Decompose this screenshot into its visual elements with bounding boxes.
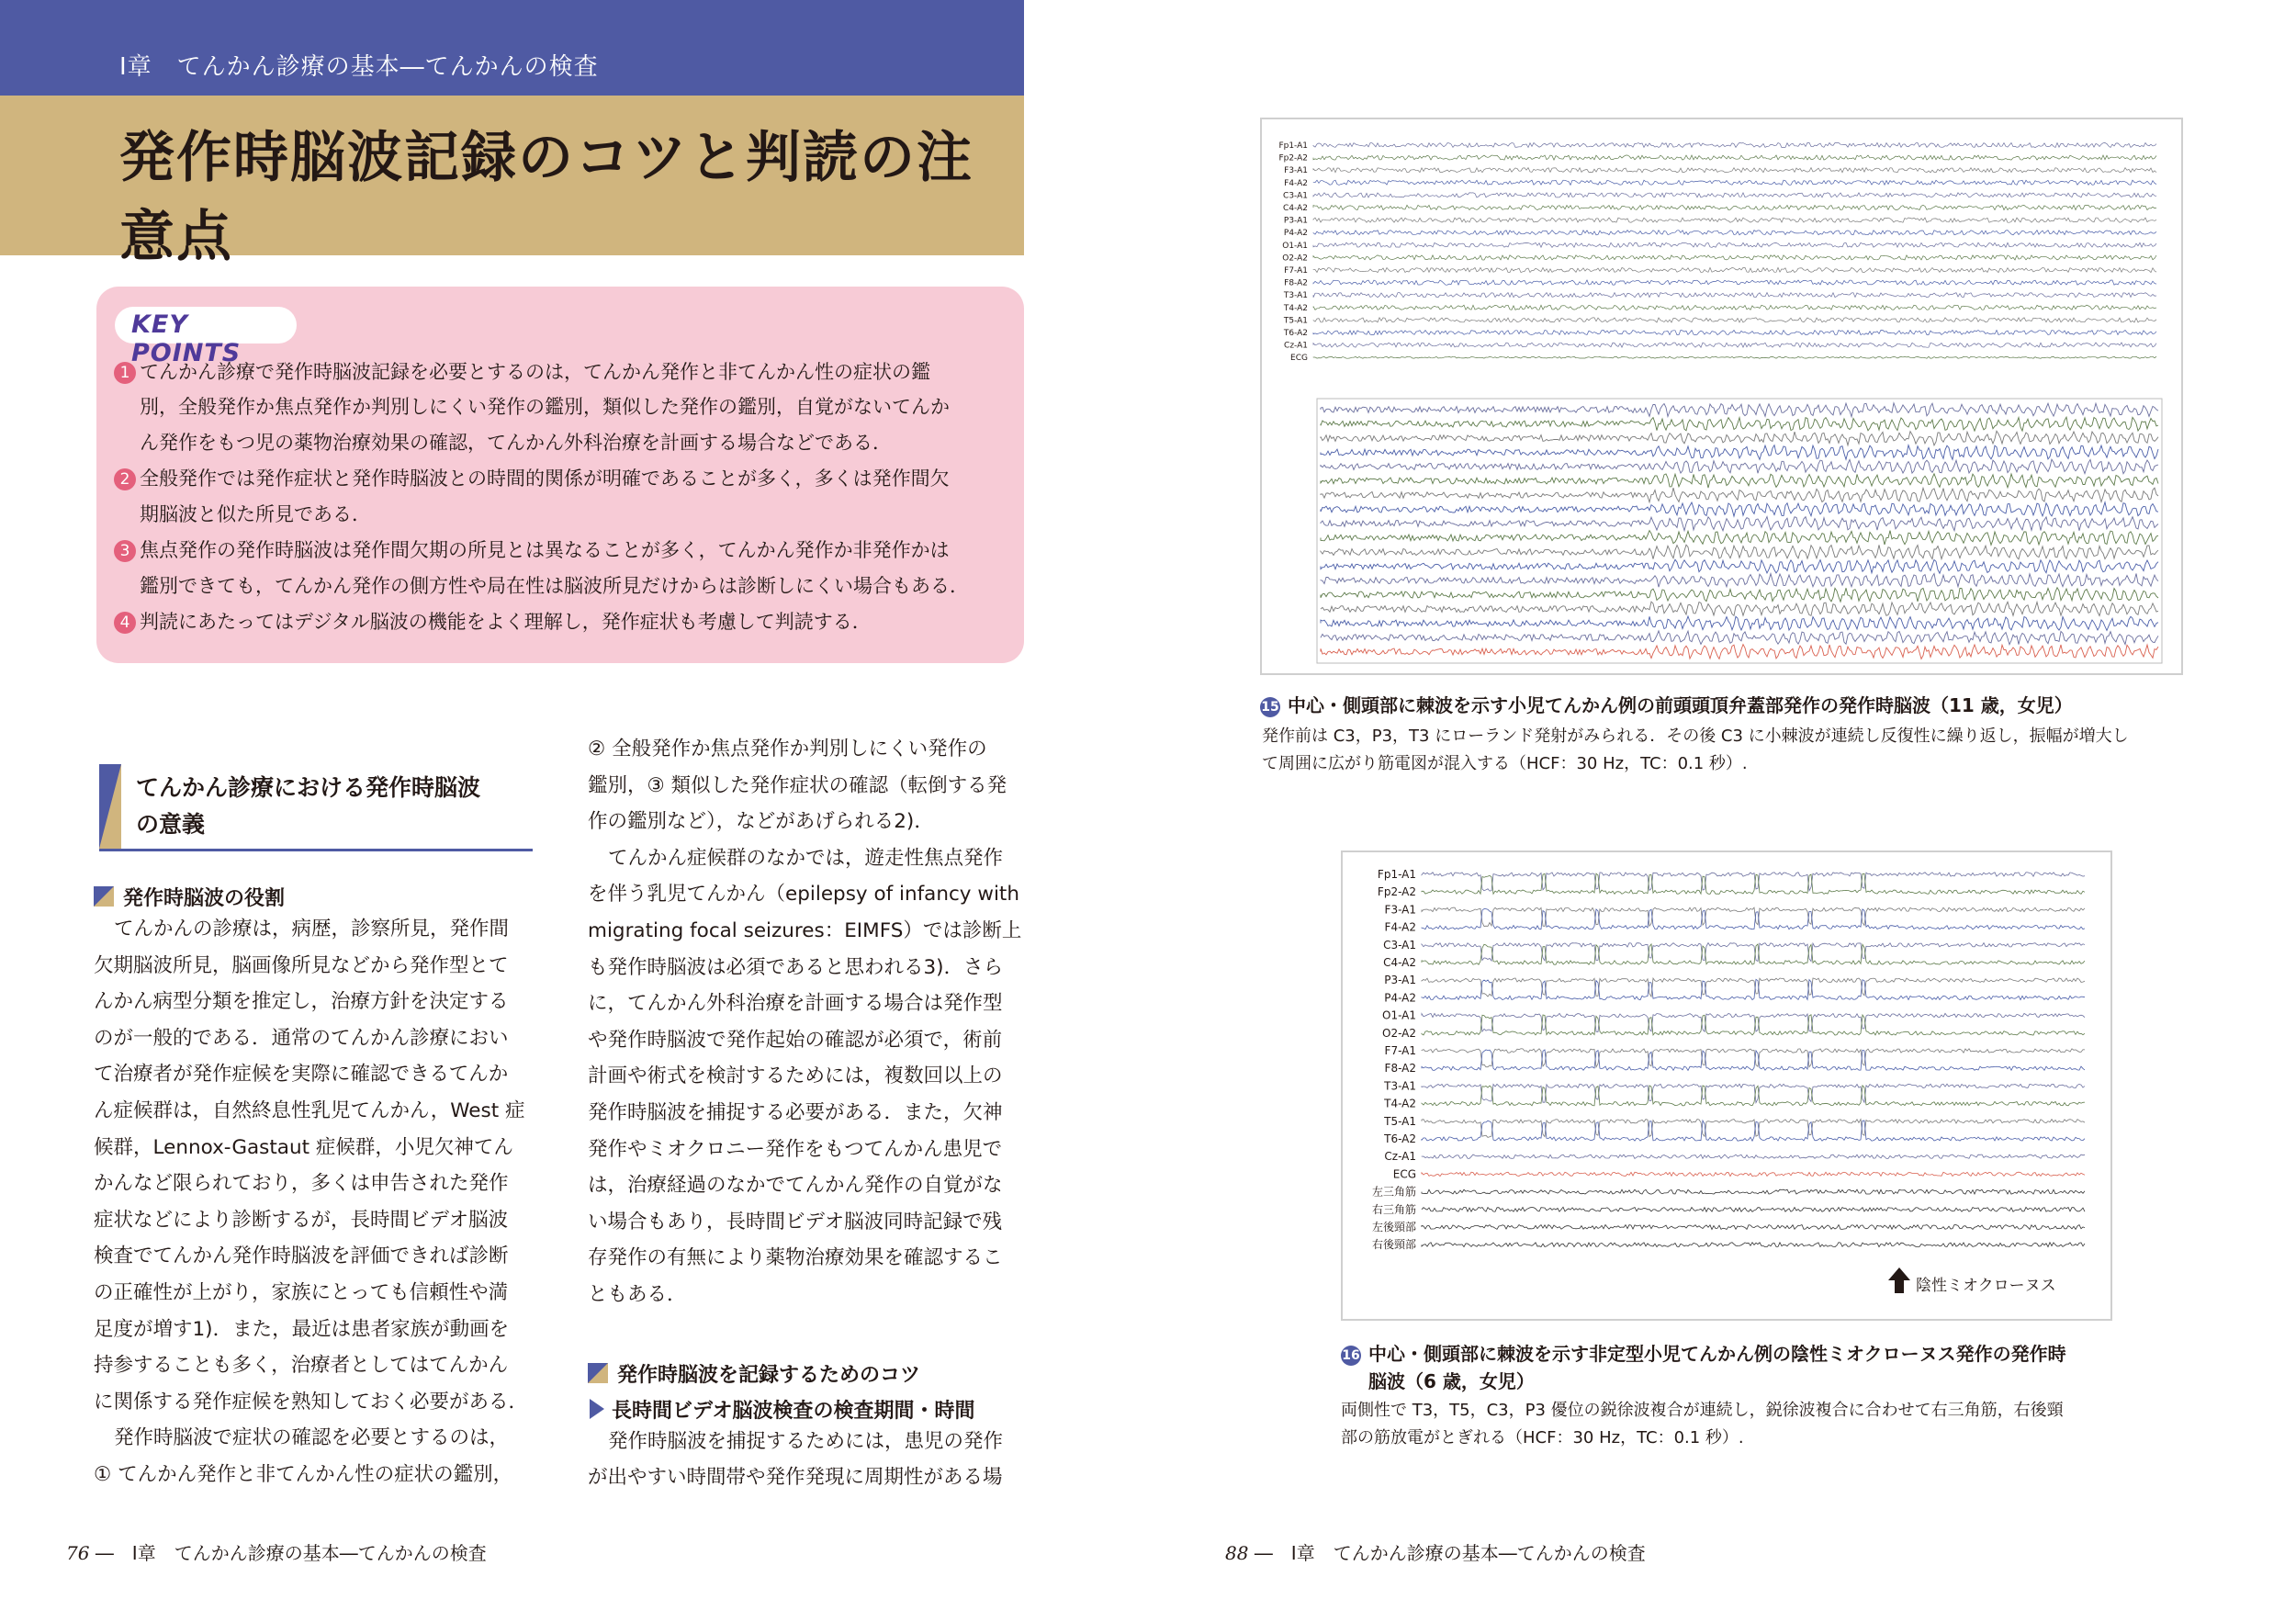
channel-label: Fp2-A2 bbox=[1377, 885, 1416, 899]
channel-label: F3-A1 bbox=[1384, 903, 1416, 917]
eeg-trace bbox=[1422, 978, 2085, 997]
channel-label: Fp1-A1 bbox=[1377, 868, 1416, 881]
body-line: て治療者が発作症候を実際に確認できるてんか bbox=[94, 1063, 509, 1087]
eeg-trace bbox=[1313, 343, 2156, 347]
eeg-trace bbox=[1422, 1155, 2085, 1158]
channel-label: C4-A2 bbox=[1283, 204, 1308, 213]
eeg-trace bbox=[1422, 907, 2085, 926]
channel-label: Fp1-A1 bbox=[1278, 141, 1308, 151]
figure-16-caption-line: 両側性で T3，T5，C3，P3 優位の鋭徐波複合が連続し，鋭徐波複合に合わせて右三角筋，右後頸 bbox=[1341, 1401, 2064, 1420]
channel-label: P3-A1 bbox=[1384, 974, 1416, 987]
eeg-trace bbox=[1313, 231, 2156, 235]
body-line: んかん病型分類を推定し，治療方針を決定する bbox=[94, 990, 509, 1014]
body-line: ともある． bbox=[588, 1283, 687, 1306]
section-title-line: の意義 bbox=[136, 811, 206, 838]
channel-label: 右三角筋 bbox=[1371, 1202, 1416, 1216]
body-line: の正確性が上がり，家族にとっても信頼性や満 bbox=[94, 1281, 509, 1304]
channel-label: T3-A1 bbox=[1384, 1079, 1416, 1093]
channel-label: ECG bbox=[1392, 1167, 1416, 1181]
channel-label: T5-A1 bbox=[1384, 1114, 1416, 1128]
eeg-trace bbox=[1422, 1086, 2085, 1106]
channel-label: T4-A2 bbox=[1384, 1097, 1416, 1110]
key-point-number: 3 bbox=[114, 540, 136, 562]
triangle-bullet-icon bbox=[590, 1399, 604, 1419]
key-point-number: 4 bbox=[114, 612, 136, 634]
eeg-trace bbox=[1313, 293, 2156, 298]
body-line: 発作時脳波で症状の確認を必要とするのは， bbox=[114, 1426, 510, 1450]
eeg-trace bbox=[1313, 180, 2156, 185]
key-points-badge bbox=[115, 307, 297, 367]
figure-16-frame bbox=[1341, 850, 2112, 1321]
key-point-number: 1 bbox=[114, 362, 136, 384]
eeg-trace bbox=[1422, 1189, 2085, 1194]
eeg-trace bbox=[1313, 242, 2156, 247]
eeg-trace bbox=[1422, 1121, 2085, 1141]
body-line: migrating focal seizures：EIMFS）では診断上 bbox=[588, 919, 1022, 942]
body-line: 発作時脳波を捕捉する必要がある．また，欠神 bbox=[588, 1101, 1003, 1124]
eeg-trace bbox=[1313, 168, 2156, 173]
body-line: 存発作の有無により薬物治療効果を確認するこ bbox=[588, 1246, 1003, 1270]
channel-label: P3-A1 bbox=[1283, 216, 1308, 226]
eeg-trace bbox=[1422, 1049, 2085, 1067]
channel-label: Cz-A1 bbox=[1384, 1150, 1416, 1164]
eeg-trace bbox=[1313, 330, 2156, 334]
channel-label: P4-A2 bbox=[1283, 229, 1308, 239]
figure-number: 15 bbox=[1260, 697, 1280, 717]
channel-label: O1-A1 bbox=[1382, 1008, 1416, 1022]
eeg-trace bbox=[1422, 1225, 2085, 1230]
channel-label: C3-A1 bbox=[1383, 938, 1416, 952]
channel-label: C3-A1 bbox=[1283, 191, 1308, 201]
body-line: ① てんかん発作と非てんかん性の症状の鑑別， bbox=[94, 1463, 513, 1486]
eeg-trace bbox=[1422, 1243, 2085, 1247]
channel-label: ECG bbox=[1290, 354, 1308, 364]
footer-right bbox=[1225, 1538, 1646, 1565]
figure-15-eeg bbox=[1262, 119, 2181, 673]
eeg-trace bbox=[1313, 193, 2156, 197]
eeg-trace bbox=[1313, 218, 2156, 222]
eeg-trace bbox=[1313, 280, 2156, 285]
key-point-2-cont: 期脳波と似た所見である． bbox=[140, 503, 371, 525]
body-line: に関係する発作症候を熟知しておく必要がある． bbox=[94, 1390, 529, 1414]
channel-label: Fp2-A2 bbox=[1278, 153, 1308, 163]
channel-label: 左三角筋 bbox=[1371, 1185, 1416, 1199]
eeg-trace bbox=[1313, 205, 2156, 209]
body-line: を伴う乳児てんかん（epilepsy of infancy with bbox=[588, 883, 1019, 907]
eeg-trace bbox=[1313, 142, 2156, 147]
key-point-3-cont: 鑑別できても，てんかん発作の側方性や局在性は脳波所見だけからは診断しにくい場合もある． bbox=[140, 575, 969, 597]
body-line: 作の鑑別など），などがあげられる2)． bbox=[588, 810, 934, 834]
up-arrow-icon bbox=[1888, 1267, 1910, 1293]
body-line: てんかんの診療は，病歴，診察所見，発作間 bbox=[114, 918, 510, 941]
body-line: は，治療経過のなかでてんかん発作の自覚がな bbox=[588, 1174, 1003, 1198]
figure-16-caption-title-cont: 脳波（6 歳，女児） bbox=[1368, 1370, 1535, 1392]
eeg-trace bbox=[1313, 318, 2156, 322]
eeg-trace bbox=[1422, 1013, 2085, 1031]
negative-myoclonus-annotation: 陰性ミオクローヌス bbox=[1916, 1277, 2056, 1295]
key-points-label: KEY POINTS bbox=[131, 310, 242, 367]
body-line: 発作やミオクロニー発作をもつてんかん患児で bbox=[588, 1137, 1003, 1161]
channel-label: F3-A1 bbox=[1284, 166, 1308, 176]
channel-label: T6-A2 bbox=[1283, 329, 1308, 338]
eeg-trace bbox=[1422, 873, 2085, 891]
key-point-1-cont: ん発作をもつ児の薬物治療効果の確認，てんかん外科治療を計画する場合などである． bbox=[140, 432, 892, 454]
figure-15-caption-title bbox=[1260, 691, 2073, 717]
key-point-3 bbox=[114, 536, 950, 564]
eeg-trace bbox=[1422, 1172, 2085, 1176]
page-number: 88 bbox=[1225, 1542, 1249, 1564]
channel-label: F4-A2 bbox=[1384, 920, 1416, 934]
body-line: かんなど限られており，多くは申告された発作 bbox=[94, 1172, 509, 1196]
body-line: い場合もあり，長時間ビデオ脳波同時記録で残 bbox=[588, 1210, 1003, 1233]
eeg-trace bbox=[1422, 1084, 2085, 1102]
body-line: 検査でてんかん発作時脳波を評価できれば診断 bbox=[94, 1245, 509, 1268]
key-point-text: 焦点発作の発作時脳波は発作間欠期の所見とは異なることが多く，てんかん発作か非発作かは bbox=[140, 539, 950, 561]
section-title bbox=[136, 770, 480, 843]
subheading-square-icon bbox=[94, 886, 114, 907]
eeg-trace bbox=[1422, 1050, 2085, 1070]
channel-label: T5-A1 bbox=[1283, 316, 1308, 326]
figure-16-eeg bbox=[1343, 852, 2110, 1319]
figure-15-frame bbox=[1260, 118, 2183, 675]
eeg-trace bbox=[1422, 873, 2085, 894]
subheading-square-icon bbox=[588, 1363, 608, 1383]
channel-label: T4-A2 bbox=[1283, 303, 1308, 313]
body-line: 足度が増す1)．また，最近は患者家族が動画を bbox=[94, 1317, 510, 1341]
page-number: 76 bbox=[66, 1542, 90, 1564]
key-point-number: 2 bbox=[114, 468, 136, 490]
eeg-trace bbox=[1422, 943, 2085, 962]
channel-label: O2-A2 bbox=[1382, 1026, 1416, 1040]
eeg-trace bbox=[1422, 909, 2085, 929]
footer-left bbox=[66, 1538, 487, 1565]
eeg-trace bbox=[1422, 1120, 2085, 1138]
body-line: てんかん症候群のなかでは，遊走性焦点発作 bbox=[608, 846, 1004, 870]
body-line: 鑑別，③ 類似した発作症状の確認（転倒する発 bbox=[588, 773, 1007, 797]
body-line: 症状などにより診断するが，長時間ビデオ脳波 bbox=[94, 1208, 509, 1232]
footer-text: ― Ⅰ章 てんかん診療の基本―てんかんの検査 bbox=[95, 1542, 487, 1564]
eeg-trace bbox=[1313, 267, 2156, 272]
footer-text: ― Ⅰ章 てんかん診療の基本―てんかんの検査 bbox=[1254, 1542, 1646, 1564]
chapter-bar bbox=[0, 0, 1024, 96]
channel-label: T6-A2 bbox=[1384, 1132, 1416, 1145]
channel-label: F8-A2 bbox=[1284, 278, 1308, 288]
body-line: が出やすい時間帯や発作発現に周期性がある場 bbox=[588, 1466, 1003, 1489]
figure-15-caption-line: て周囲に広がり筋電図が混入する（HCF：30 Hz，TC：0.1 秒）. bbox=[1262, 754, 1748, 773]
key-point-text: 全般発作では発作症状と発作時脳波との時間的関係が明確であることが多く，多くは発作間欠 bbox=[140, 467, 950, 490]
channel-label: 右後頸部 bbox=[1371, 1238, 1416, 1252]
figure-16-caption-title bbox=[1341, 1339, 2066, 1366]
channel-label: Cz-A1 bbox=[1284, 341, 1308, 351]
body-line: 発作時脳波を捕捉するためには，患児の発作 bbox=[608, 1430, 1004, 1453]
section-rule bbox=[99, 849, 533, 851]
caption-title-text: 中心・側頭部に棘波を示す非定型小児てんかん例の陰性ミオクローヌス発作の発作時 bbox=[1368, 1343, 2066, 1365]
key-point-4 bbox=[114, 608, 872, 636]
key-point-text: 判読にあたってはデジタル脳波の機能をよく理解し，発作症状も考慮して判読する． bbox=[140, 611, 872, 633]
section-title-line: てんかん診療における発作時脳波 bbox=[136, 774, 481, 801]
channel-label: 左後頸部 bbox=[1371, 1221, 1416, 1233]
body-line: ② 全般発作か焦点発作か判別しにくい発作の bbox=[588, 738, 987, 760]
eeg-trace bbox=[1313, 305, 2156, 310]
eeg-trace bbox=[1422, 979, 2085, 999]
channel-label: F7-A1 bbox=[1384, 1044, 1416, 1057]
key-point-2 bbox=[114, 465, 950, 492]
figure-16-caption-line: 部の筋放電がとぎれる（HCF：30 Hz，TC：0.1 秒）. bbox=[1341, 1428, 1744, 1447]
body-line: ん症候群は，自然終息性乳児てんかん，West 症 bbox=[94, 1099, 525, 1122]
figure-15-caption-line: 発作前は C3，P3，T3 にローランド発射がみられる．その後 C3 に小棘波が連続し反復性に繰り返し，振幅が増大し bbox=[1262, 727, 2129, 746]
key-point-text: てんかん診療で発作時脳波記録を必要とするのは，てんかん発作と非てんかん性の症状の鑑 bbox=[140, 361, 930, 383]
channel-label: O2-A2 bbox=[1282, 253, 1308, 264]
channel-label: P4-A2 bbox=[1384, 991, 1416, 1005]
section-heading-mark bbox=[99, 764, 121, 849]
page-title: 発作時脳波記録のコツと判読の注意点 bbox=[119, 126, 974, 269]
body-line: 持参することも多く，治療者としてはてんかん bbox=[94, 1354, 509, 1378]
body-line: 計画や術式を検討するためには，複数回以上の bbox=[588, 1064, 1003, 1088]
body-line: 欠期脳波所見，脳画像所見などから発作型とて bbox=[94, 953, 509, 977]
body-line: のが一般的である．通常のてんかん診療におい bbox=[94, 1026, 509, 1050]
channel-label: F8-A2 bbox=[1384, 1062, 1416, 1076]
title-band bbox=[0, 96, 1024, 269]
channel-label: O1-A1 bbox=[1282, 241, 1308, 251]
chapter-label: Ⅰ章 てんかん診療の基本―てんかんの検査 bbox=[119, 53, 599, 81]
subheading-tips: 発作時脳波を記録するためのコツ bbox=[617, 1364, 921, 1387]
eeg-trace bbox=[1422, 1015, 2085, 1035]
key-point-1 bbox=[114, 358, 930, 386]
body-line: 候群，Lennox-Gastaut 症候群，小児欠神てん bbox=[94, 1135, 513, 1159]
body-line: に，てんかん外科治療を計画する場合は発作型 bbox=[588, 992, 1003, 1016]
subheading-role: 発作時脳波の役割 bbox=[123, 887, 286, 910]
eeg-trace bbox=[1422, 1207, 2085, 1211]
eeg-trace bbox=[1422, 944, 2085, 964]
eeg-trace bbox=[1313, 155, 2156, 160]
channel-label: T3-A1 bbox=[1283, 291, 1308, 301]
key-point-1-cont: 別，全般発作か焦点発作か判別しにくい発作の鑑別，類似した発作の鑑別，自覚がないてんか bbox=[140, 396, 950, 418]
body-line: も発作時脳波は必須であると思われる3)．さら bbox=[588, 955, 1004, 979]
caption-title-text: 中心・側頭部に棘波を示す小児てんかん例の前頭頭頂弁蓋部発作の発作時脳波（11 歳，女児） bbox=[1288, 694, 2073, 716]
channel-label: F4-A2 bbox=[1284, 178, 1308, 188]
channel-label: C4-A2 bbox=[1383, 956, 1416, 969]
channel-label: F7-A1 bbox=[1284, 266, 1308, 276]
eeg-trace bbox=[1313, 356, 2156, 358]
body-line: や発作時脳波で発作起始の確認が必須で，術前 bbox=[588, 1028, 1003, 1052]
eeg-trace bbox=[1313, 255, 2156, 260]
figure-number: 16 bbox=[1341, 1346, 1361, 1366]
subheading-duration: 長時間ビデオ脳波検査の検査期間・時間 bbox=[612, 1400, 975, 1423]
